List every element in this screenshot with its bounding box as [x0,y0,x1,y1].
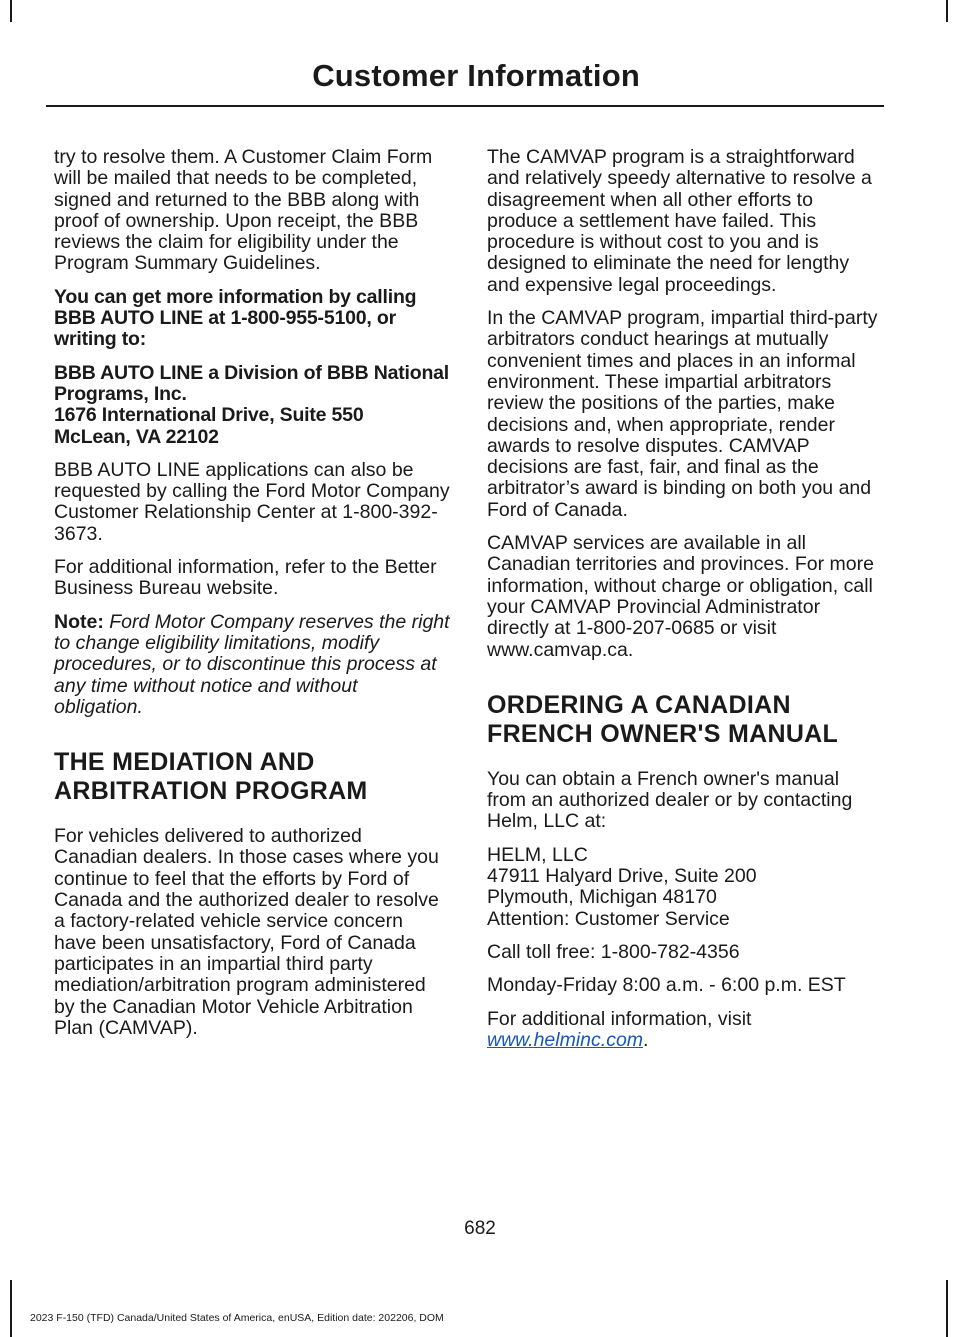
page-number: 682 [464,1218,496,1239]
crop-mark [10,1280,12,1337]
address-line: Attention: Customer Service [487,907,730,930]
paragraph: try to resolve them. A Customer Claim Form will be mailed that needs to be completed, signed and returned to the BBB along with proof of ownership. Upon receipt, the BBB reviews the claim for eligibility under the Program Summary Guidelines. [54,146,433,275]
header-divider [46,105,884,107]
bbb-contact-intro: You can get more information by calling BBB AUTO LINE at 1-800-955-5100, or writing to: [54,285,417,351]
crop-mark [946,1280,948,1337]
paragraph: The CAMVAP program is a straightforward and relatively speedy alternative to resolve a disagreement when all other efforts to produce a settlement have failed. This procedure is without cost to you and is designed to eliminate the need for lengthy and expensive legal proceedings. [487,146,872,296]
note-text: Ford Motor Company reserves the right to change eligibility limitations, modify procedures, or to discontinue this process at any time without notice and without obligation. [54,610,450,718]
helm-address [487,845,882,930]
address-line: McLean, VA 22102 [54,425,219,448]
address-line: 1676 International Drive, Suite 550 [54,404,364,427]
heading-line: ARBITRATION PROGRAM [54,777,368,806]
section-heading-french-manual [487,691,882,749]
heading-line: ORDERING A CANADIAN [487,690,791,719]
phone-line: Call toll free: 1-800-782-4356 [487,940,740,963]
visit-prefix: For additional information, visit [487,1007,752,1030]
heading-line: FRENCH OWNER'S MANUAL [487,719,839,748]
paragraph: For vehicles delivered to authorized Canadian dealers. In those cases where you continue to feel that the efforts by Ford of Canada and the authorized dealer to resolve a factory-related vehicle service concern have been unsatisfactory, Ford of Canada participates in an impartial third party mediation/arbitration program administered by the Canadian Motor Vehicle Arbitration Plan (CAMVAP). [54,825,439,1039]
heading-line: THE MEDIATION AND [54,748,315,777]
right-column [487,147,882,1063]
visit-suffix: . [643,1028,649,1051]
crop-mark [946,0,948,22]
crop-mark [10,0,12,22]
note [54,612,450,718]
page-title: Customer Information [312,58,640,93]
paragraph: CAMVAP services are available in all Canadian territories and provinces. For more information, without charge or obligation, call your CAMVAP Provincial Administrator directly at 1-800-207-0685 or visit www.camvap.ca. [487,532,874,661]
paragraph: You can obtain a French owner's manual from an authorized dealer or by contacting Helm, LLC at: [487,767,853,833]
note-label: Note: [54,610,104,633]
paragraph: For additional information, refer to the Better Business Bureau website. [54,556,437,600]
address-line: 47911 Halyard Drive, Suite 200 [487,865,757,888]
address-line: Plymouth, Michigan 48170 [487,886,717,909]
bbb-address [54,363,450,448]
address-line: BBB AUTO LINE a Division of BBB National Programs, Inc. [54,361,450,405]
visit-line [487,1009,882,1052]
footer-edition: 2023 F-150 (TFD) Canada/United States of America, enUSA, Edition date: 202206, DOM [30,1312,444,1324]
section-heading-mediation [54,748,450,806]
paragraph: In the CAMVAP program, impartial third-party arbitrators conduct hearings at mutually convenient times and places in an informal environment. These impartial arbitrators review the positions of the parties, make decisions and, when appropriate, render awards to resolve disputes. CAMVAP decisions are fast, fair, and final as the arbitrator’s award is binding on both you and Ford of Canada. [487,307,878,521]
helm-website-link[interactable]: www.helminc.com [487,1028,644,1051]
address-line: HELM, LLC [487,843,588,866]
paragraph: BBB AUTO LINE applications can also be requested by calling the Ford Motor Company Customer Relationship Center at 1-800-392-3673. [54,458,450,545]
left-column [54,147,450,1051]
hours-line: Monday-Friday 8:00 a.m. - 6:00 p.m. EST [487,974,846,997]
